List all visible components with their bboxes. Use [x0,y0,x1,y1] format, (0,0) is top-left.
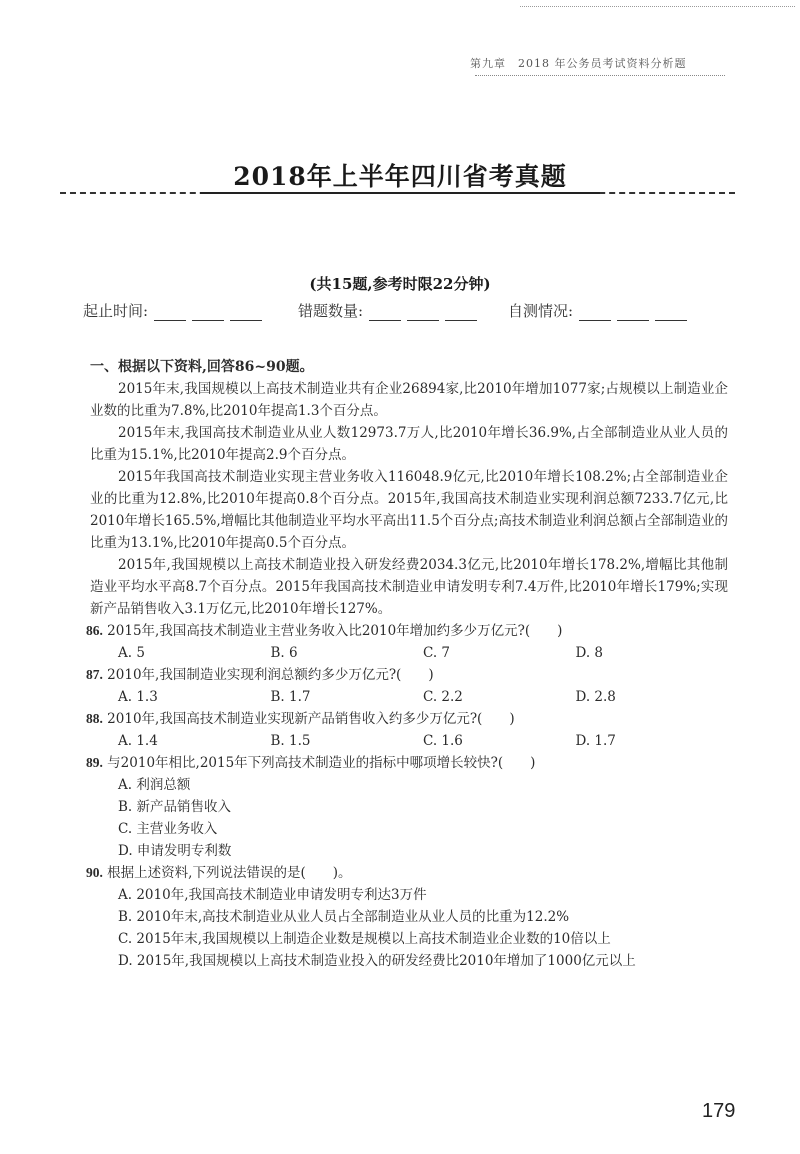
self-eval-label: 自测情况: [508,302,574,320]
errors-blank [445,304,477,321]
self-eval-blank [655,304,687,321]
option-list [90,642,728,664]
start-time-blank [192,304,224,321]
running-header-rule [475,75,725,76]
option-b[interactable]: B. 2010年末,高技术制造业从业人员占全部制造业从业人员的比重为12.2% [118,909,570,925]
question-number: 90. [86,865,103,880]
question-text: 根据上述资料,下列说法错误的是( )。 [107,865,352,881]
question-text: 2015年,我国高技术制造业主营业务收入比2010年增加约多少万亿元?( ) [107,623,563,639]
option-list [90,730,728,752]
option-d[interactable]: D. 2.8 [575,689,616,705]
option-d[interactable]: D. 申请发明专利数 [118,843,232,859]
material-paragraph: 2015年,我国规模以上高技术制造业投入研发经费2034.3亿元,比2010年增长178.2%,增幅比其他制造业平均水平高8.7个百分点。2015年我国高技术制造业申请发明专利7.4万件,比2010年增长179%;实现新产品销售收入3.1万亿元,比2010年增长127%。 [90,557,728,617]
self-eval-field [508,300,687,321]
option-d[interactable]: D. 8 [575,645,604,661]
option-b[interactable]: B. 1.5 [270,733,311,749]
option-d[interactable]: D. 1.7 [575,733,616,749]
page-title: 2018年上半年四川省考真题 [233,162,567,191]
question-86 [86,620,728,664]
option-list [90,774,728,862]
material-paragraph: 2015年我国高技术制造业实现主营业务收入116048.9亿元,比2010年增长108.2%;占全部制造业企业的比重为12.8%,比2010年提高0.8个百分点。2015年,我国高技术制造业实现利润总额7233.7亿元,比2010年增长165.5%,增幅比其他制造业平均水平高出11.5个百分点;高技术制造业利润总额占全部制造业的比重为13.1%,比2010年提高0.5个百分点。 [90,469,728,551]
start-time-label: 起止时间: [83,302,149,320]
self-eval-blank [579,304,611,321]
title-divider-solid [200,192,600,194]
material-paragraph: 2015年末,我国高技术制造业从业人数12973.7万人,比2010年增长36.9%,占全部制造业从业人员的比重为15.1%,比2010年提高2.9个百分点。 [90,425,728,463]
question-88 [86,708,728,752]
question-content [86,356,728,972]
option-a[interactable]: A. 1.4 [118,733,158,749]
option-c[interactable]: C. 2015年末,我国规模以上制造企业数是规模以上高技术制造业企业数的10倍以上 [118,931,611,947]
errors-field [298,300,477,321]
question-number: 89. [86,755,103,770]
option-list [90,884,728,972]
page-subtitle: (共15题,参考时限22分钟) [309,275,491,293]
question-text: 2010年,我国高技术制造业实现新产品销售收入约多少万亿元?( ) [107,711,515,727]
option-b[interactable]: B. 6 [270,645,298,661]
option-c[interactable]: C. 1.6 [423,733,463,749]
start-time-blank [230,304,262,321]
errors-label: 错题数量: [298,302,364,320]
start-time-field [83,300,262,321]
running-header: 第九章 2018 年公务员考试资料分析题 [470,57,687,70]
option-c[interactable]: C. 2.2 [423,689,463,705]
question-number: 87. [86,667,103,682]
question-87 [86,664,728,708]
section-heading: 一、根据以下资料,回答86~90题。 [90,359,314,375]
top-edge-rule [520,6,795,7]
question-number: 86. [86,623,103,638]
option-list [90,686,728,708]
meta-row [83,300,763,330]
start-time-blank [154,304,186,321]
question-89 [86,752,728,862]
option-a[interactable]: A. 1.3 [118,689,158,705]
option-b[interactable]: B. 1.7 [270,689,311,705]
question-text: 与2010年相比,2015年下列高技术制造业的指标中哪项增长较快?( ) [107,755,536,771]
option-c[interactable]: C. 7 [423,645,451,661]
option-b[interactable]: B. 新产品销售收入 [118,799,232,815]
option-d[interactable]: D. 2015年,我国规模以上高技术制造业投入的研发经费比2010年增加了1000亿元以上 [118,953,636,969]
errors-blank [369,304,401,321]
errors-blank [407,304,439,321]
option-a[interactable]: A. 利润总额 [118,777,191,793]
option-a[interactable]: A. 5 [118,645,145,661]
option-c[interactable]: C. 主营业务收入 [118,821,218,837]
question-number: 88. [86,711,103,726]
material-paragraph: 2015年末,我国规模以上高技术制造业共有企业26894家,比2010年增加1077家;占规模以上制造业企业数的比重为7.8%,比2010年提高1.3个百分点。 [90,381,728,419]
self-eval-blank [617,304,649,321]
question-90 [86,862,728,972]
question-text: 2010年,我国制造业实现利润总额约多少万亿元?( ) [107,667,434,683]
option-a[interactable]: A. 2010年,我国高技术制造业申请发明专利达3万件 [118,887,427,903]
page-number: 179 [702,1100,736,1122]
